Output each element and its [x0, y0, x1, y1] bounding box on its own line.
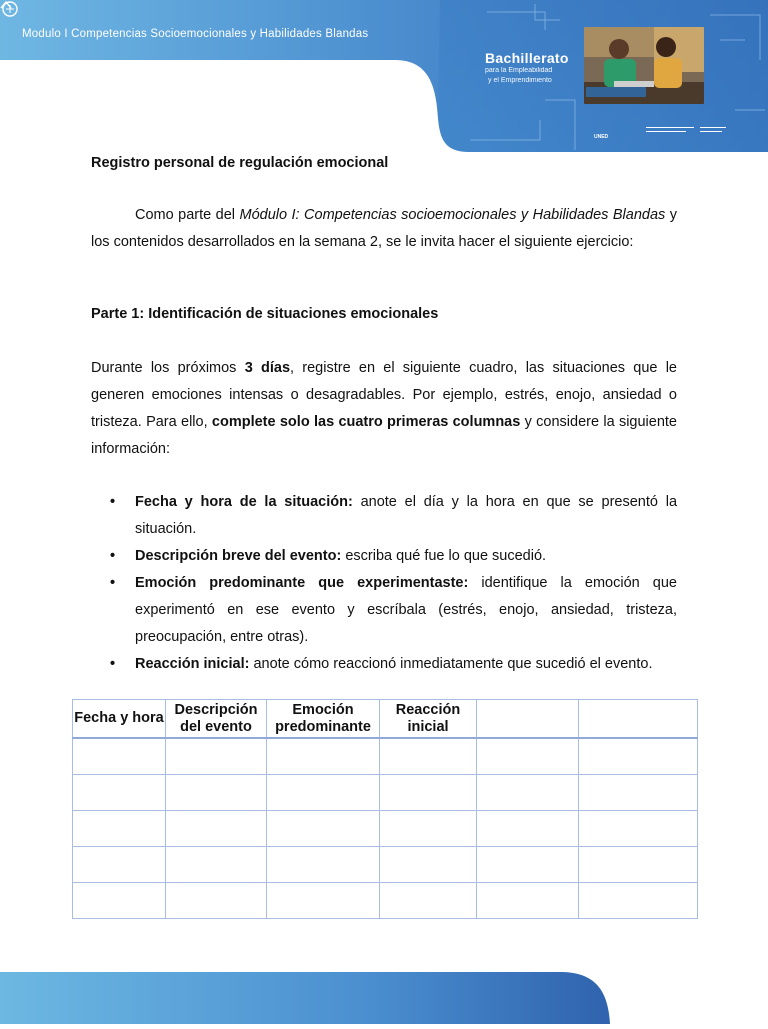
- table-cell[interactable]: [267, 775, 380, 811]
- bullet-label: Reacción inicial:: [135, 656, 250, 672]
- table-cell[interactable]: [267, 738, 380, 775]
- bullet-label: Fecha y hora de la situación:: [135, 494, 353, 510]
- table-row: [73, 883, 698, 919]
- column-header-emotion: Emoción predominante: [267, 700, 380, 739]
- table-cell[interactable]: [380, 883, 477, 919]
- table-cell[interactable]: [166, 883, 267, 919]
- footer-band: [0, 968, 768, 1024]
- instructions-paragraph: [91, 355, 677, 463]
- table-header-row: [73, 700, 698, 739]
- bullet-text: anote cómo reaccionó inmediatamente que sucedió el evento.: [249, 656, 653, 672]
- table-cell[interactable]: [477, 883, 579, 919]
- table-cell[interactable]: [477, 847, 579, 883]
- instructions-text-a: Durante los próximos: [91, 360, 245, 376]
- table-row: [73, 775, 698, 811]
- instructions-columns: complete solo las cuatro primeras columnas: [211, 414, 521, 430]
- table-cell[interactable]: [477, 811, 579, 847]
- table-cell[interactable]: [73, 847, 166, 883]
- document-title: Registro personal de regulación emocional: [91, 155, 389, 171]
- instructions-text-c: , registre en el siguiente cuadro, las situaciones que le generen emociones intensas o desagradables. Por ejemplo, estrés, enojo, ansiedad o tristeza. Para ello,: [91, 360, 677, 430]
- brand-subtitle-2: y el Emprendimiento: [488, 77, 552, 84]
- table-cell[interactable]: [73, 883, 166, 919]
- header-photo: [584, 27, 704, 104]
- partner-logo-text: [700, 124, 730, 132]
- column-header-reaction: Reacción inicial: [380, 700, 477, 739]
- table-cell[interactable]: [267, 811, 380, 847]
- table-cell[interactable]: [267, 847, 380, 883]
- ministry-logo-icon: [0, 0, 12, 10]
- brand-title: Bachillerato: [485, 50, 569, 66]
- table-cell[interactable]: [166, 738, 267, 775]
- intro-paragraph: [91, 202, 677, 256]
- emotion-log-table: [72, 699, 698, 919]
- uned-logo-text: UNED: [594, 134, 609, 140]
- brand-subtitle-1: para la Empleabilidad: [485, 67, 553, 74]
- table-cell[interactable]: [579, 847, 698, 883]
- table-cell[interactable]: [166, 775, 267, 811]
- column-header-date: Fecha y hora: [73, 700, 166, 739]
- ministry-logo-text: [646, 124, 696, 132]
- table-cell[interactable]: [579, 883, 698, 919]
- table-cell[interactable]: [380, 811, 477, 847]
- table-row: [73, 738, 698, 775]
- list-item: [91, 543, 677, 570]
- table-cell[interactable]: [477, 738, 579, 775]
- table-cell[interactable]: [267, 883, 380, 919]
- bullet-list: [91, 489, 677, 678]
- section-title: Parte 1: Identificación de situaciones emocionales: [91, 306, 439, 322]
- table-cell[interactable]: [380, 738, 477, 775]
- instructions-days: 3 días: [244, 360, 291, 376]
- list-item: [91, 570, 677, 651]
- page-footer: [0, 968, 768, 1024]
- page-header: [0, 0, 768, 160]
- table-cell[interactable]: [166, 811, 267, 847]
- brand-block: [485, 50, 569, 86]
- bullet-text: escriba qué fue lo que sucedió.: [341, 548, 547, 564]
- table-cell[interactable]: [166, 847, 267, 883]
- table-cell[interactable]: [579, 811, 698, 847]
- bullet-label: Emoción predominante que experimentaste:: [135, 575, 469, 591]
- list-item: [91, 489, 677, 543]
- table-cell[interactable]: [73, 738, 166, 775]
- table-cell[interactable]: [73, 775, 166, 811]
- column-header-description: Descripción del evento: [166, 700, 267, 739]
- intro-text-1: Como parte del: [135, 207, 240, 223]
- instructions-text-e: y considere la siguiente información:: [91, 414, 677, 457]
- intro-module-name: Módulo I: Competencias socioemocionales y Habilidades Blandas: [239, 207, 666, 223]
- intro-text-2: y los contenidos desarrollados en la semana 2, se le invita hacer el siguiente ejercicio:: [91, 207, 677, 250]
- table-cell[interactable]: [380, 847, 477, 883]
- table-cell[interactable]: [477, 775, 579, 811]
- table-cell[interactable]: [579, 775, 698, 811]
- table-cell[interactable]: [380, 775, 477, 811]
- header-module-title: Modulo I Competencias Socioemocionales y Habilidades Blandas: [22, 28, 369, 40]
- list-item: [91, 651, 677, 678]
- bullet-text: anote el día y la hora en que se presentó la situación.: [135, 494, 678, 537]
- table-cell[interactable]: [579, 738, 698, 775]
- table-row: [73, 811, 698, 847]
- table-cell[interactable]: [73, 811, 166, 847]
- bullet-text: identifique la emoción que experimentó en ese evento y escríbala (estrés, enojo, ansiedad, tristeza, preocupación, entre otras).: [135, 575, 677, 645]
- bullet-label: Descripción breve del evento:: [135, 548, 342, 564]
- column-header-blank-5: [477, 700, 579, 739]
- table-row: [73, 847, 698, 883]
- column-header-blank-6: [579, 700, 698, 739]
